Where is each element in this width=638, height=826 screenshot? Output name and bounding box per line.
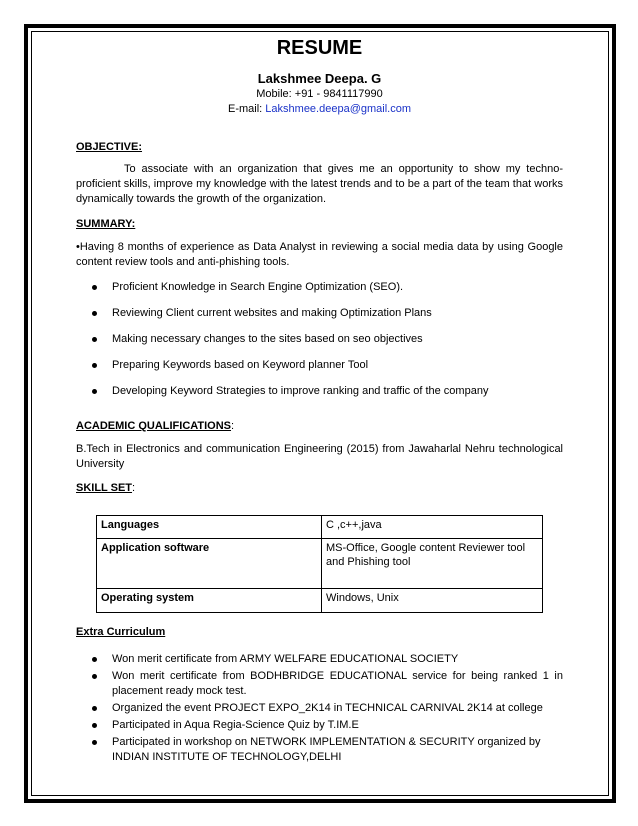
list-item: Reviewing Client current websites and making Optimization Plans <box>76 306 563 321</box>
table-row <box>97 516 543 539</box>
list-item: Organized the event PROJECT EXPO_2K14 in TECHNICAL CARNIVAL 2K14 at college <box>76 701 563 716</box>
summary-list <box>76 280 563 399</box>
bullet-icon <box>92 723 97 728</box>
email-line <box>76 102 563 117</box>
list-item: Developing Keyword Strategies to improve ranking and traffic of the company <box>76 384 563 399</box>
extra-list <box>76 652 563 765</box>
email-link[interactable]: Lakshmee.deepa@gmail.com <box>265 103 411 115</box>
skill-value: MS-Office, Google content Reviewer tool and Phishing tool <box>322 539 543 589</box>
extra-heading: Extra Curriculum <box>76 626 166 638</box>
bullet-icon <box>92 389 97 394</box>
skills-table <box>96 515 543 613</box>
list-item: Proficient Knowledge in Search Engine Optimization (SEO). <box>76 280 563 295</box>
resume-title: RESUME <box>276 37 363 59</box>
summary-intro: •Having 8 months of experience as Data Analyst in reviewing a social media data by using Google content review tools and anti-phishing tools. <box>76 241 563 268</box>
mobile-number: Mobile: +91 - 9841117990 <box>256 88 383 100</box>
list-item: Won merit certificate from ARMY WELFARE EDUCATIONAL SOCIETY <box>76 652 563 667</box>
bullet-icon <box>92 337 97 342</box>
skill-label: Operating system <box>97 589 322 613</box>
academic-text: B.Tech in Electronics and communication Engineering (2015) from Jawaharlal Nehru technological University <box>76 443 563 470</box>
list-item: Participated in workshop on NETWORK IMPLEMENTATION & SECURITY organized by INDIAN INSTITUTE OF TECHNOLOGY,DELHI <box>76 735 563 765</box>
list-item: Preparing Keywords based on Keyword planner Tool <box>76 358 563 373</box>
objective-heading: OBJECTIVE: <box>76 141 143 153</box>
list-item: Participated in Aqua Regia-Science Quiz by T.IM.E <box>76 718 563 733</box>
skill-value: Windows, Unix <box>322 589 543 613</box>
bullet-icon <box>92 674 97 679</box>
skill-label: Application software <box>97 539 322 589</box>
table-row <box>97 539 543 589</box>
skill-label: Languages <box>97 516 322 539</box>
list-item: Making necessary changes to the sites based on seo objectives <box>76 332 563 347</box>
table-row <box>97 589 543 613</box>
objective-text: To associate with an organization that gives me an opportunity to show my techno-proficient skills, improve my knowledge with the latest trends and to be a part of the team that works dynamically towards the growth of the organization. <box>76 163 563 205</box>
candidate-name: Lakshmee Deepa. G <box>257 71 382 86</box>
list-item: Won merit certificate from BODHBRIDGE EDUCATIONAL service for being ranked 1 in placement ready mock test. <box>76 669 563 699</box>
bullet-icon <box>92 657 97 662</box>
summary-heading: SUMMARY: <box>76 218 136 230</box>
bullet-icon <box>92 363 97 368</box>
bullet-icon <box>92 285 97 290</box>
bullet-icon <box>92 740 97 745</box>
skills-heading: SKILL SET: <box>76 482 136 494</box>
email-label: E-mail: <box>228 103 266 115</box>
bullet-icon <box>92 706 97 711</box>
bullet-icon <box>92 311 97 316</box>
resume-content <box>76 36 563 765</box>
skill-value: C ,c++,java <box>322 516 543 539</box>
academic-heading: ACADEMIC QUALIFICATIONS: <box>76 420 235 432</box>
